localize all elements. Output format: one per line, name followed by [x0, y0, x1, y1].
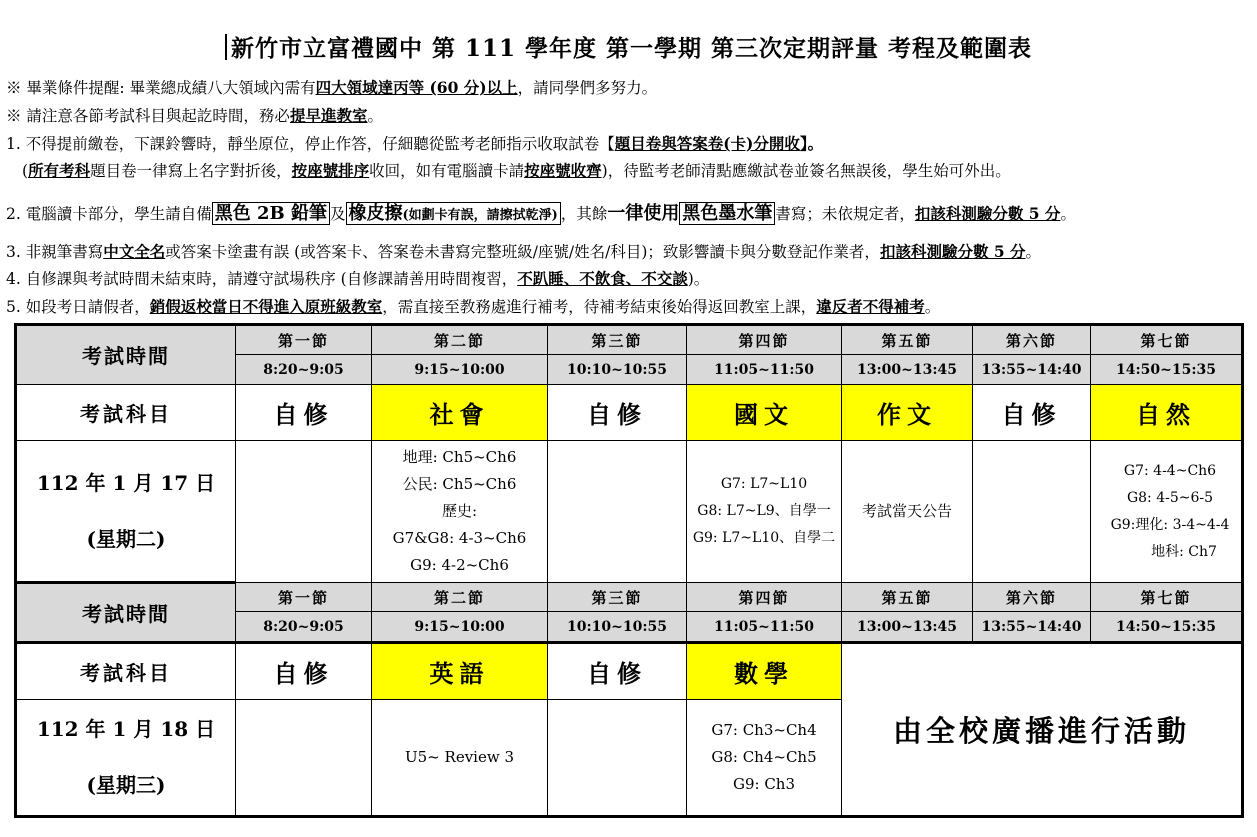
- day1-scope-social: 地理: Ch5~Ch6 公民: Ch5~Ch6 歷史: G7&G8: 4-3~Ch6 G9: 4-2~Ch6: [372, 441, 548, 583]
- day2-scope-english: U5~ Review 3: [372, 699, 548, 817]
- note-graduation: ※ 畢業條件提醒: 畢業總成績八大領域內需有四大領域達丙等 (60 分)以上，請同學們多努力。: [6, 78, 658, 97]
- time-1-b: 8:20~9:05: [236, 612, 372, 642]
- day1-scope-6: [973, 441, 1091, 583]
- title-text: 新竹市立富禮國中 第 111 學年度 第一學期 第三次定期評量 考程及範圍表: [230, 35, 1033, 62]
- note-rule-4: 4. 自修課與考試時間未結束時，請遵守試場秩序 (自修課請善用時間複習，不趴睡、不飲食、不交談)。: [6, 269, 710, 288]
- period-1-b: 第一節: [236, 583, 372, 612]
- day2-scope-1: [236, 699, 372, 817]
- day2-subject-row: [16, 642, 1243, 699]
- note-arrive-early: ※ 請注意各節考試科目與起訖時間，務必提早進教室。: [6, 106, 383, 125]
- time-7-b: 14:50~15:35: [1091, 612, 1243, 642]
- period-5: 第五節: [842, 325, 973, 355]
- period-6: 第六節: [973, 325, 1091, 355]
- subject-label-2: 考試科目: [16, 642, 236, 699]
- day2-date: 112 年 1 月 18 日 (星期三): [16, 699, 236, 817]
- time-5: 13:00~13:45: [842, 355, 973, 384]
- period-2: 第二節: [372, 325, 548, 355]
- day1-scope-row: [16, 441, 1243, 583]
- period-7: 第七節: [1091, 325, 1243, 355]
- time-4-b: 11:05~11:50: [687, 612, 842, 642]
- day2-subject-4: 數學: [687, 642, 842, 699]
- period-2-b: 第二節: [372, 583, 548, 612]
- time-6-b: 13:55~14:40: [973, 612, 1091, 642]
- day2-subject-3: 自修: [548, 642, 687, 699]
- day1-subject-5: 作文: [842, 384, 973, 441]
- day1-subject-3: 自修: [548, 384, 687, 441]
- day2-subject-1: 自修: [236, 642, 372, 699]
- time-7: 14:50~15:35: [1091, 355, 1243, 384]
- period-5-b: 第五節: [842, 583, 973, 612]
- note-rule-1: 1. 不得提前繳卷，下課鈴響時，靜坐原位，停止作答，仔細聽從監考老師指示收取試卷【題目卷與答案卷(卡)分開收】。: [6, 134, 824, 153]
- page-title: [0, 30, 1257, 63]
- time-6: 13:55~14:40: [973, 355, 1091, 384]
- day1-scope-science: G7: 4-4~Ch6 G8: 4-5~6-5 G9:理化: 3-4~4-4 地科: Ch7: [1091, 441, 1243, 583]
- day2-period-row: [16, 583, 1243, 612]
- period-6-b: 第六節: [973, 583, 1091, 612]
- day1-subject-row: [16, 384, 1243, 441]
- period-4: 第四節: [687, 325, 842, 355]
- time-3-b: 10:10~10:55: [548, 612, 687, 642]
- day1-scope-chinese: G7: L7~L10 G8: L7~L9、自學一 G9: L7~L10、自學二: [687, 441, 842, 583]
- text-cursor: [225, 34, 227, 60]
- time-1: 8:20~9:05: [236, 355, 372, 384]
- day2-scope-3: [548, 699, 687, 817]
- day2-scope-math: G7: Ch3~Ch4 G8: Ch4~Ch5 G9: Ch3: [687, 699, 842, 817]
- time-4: 11:05~11:50: [687, 355, 842, 384]
- day1-subject-6: 自修: [973, 384, 1091, 441]
- period-7-b: 第七節: [1091, 583, 1243, 612]
- day1-subject-2: 社會: [372, 384, 548, 441]
- subject-label: 考試科目: [16, 384, 236, 441]
- period-3-b: 第三節: [548, 583, 687, 612]
- note-rule-1-detail: (所有考科題目卷一律寫上名字對折後，按座號排序收回，如有電腦讀卡請按座號收齊)，待監考老師清點應繳試卷並簽名無誤後，學生始可外出。: [22, 161, 1011, 180]
- note-rule-5: 5. 如段考日請假者，銷假返校當日不得進入原班級教室，需直接至教務處進行補考，待補考結束後始得返回教室上課，違反者不得補考。: [6, 297, 941, 316]
- day1-subject-4: 國文: [687, 384, 842, 441]
- time-2: 9:15~10:00: [372, 355, 548, 384]
- day1-subject-7: 自然: [1091, 384, 1243, 441]
- day1-scope-1: [236, 441, 372, 583]
- period-4-b: 第四節: [687, 583, 842, 612]
- day2-subject-2: 英語: [372, 642, 548, 699]
- day1-date: 112 年 1 月 17 日 (星期二): [16, 441, 236, 583]
- note-rule-2: 2. 電腦讀卡部分，學生請自備 黑色 2B 鉛筆 及 橡皮擦(如劃卡有誤，請擦拭乾淨) ，其餘一律使用 黑色墨水筆 書寫；未依規定者，扣該科測驗分數 5 分。: [6, 203, 1076, 224]
- exam-schedule-table: [14, 323, 1244, 818]
- day1-scope-essay: 考試當天公告: [842, 441, 973, 583]
- period-1: 第一節: [236, 325, 372, 355]
- day1-period-row: [16, 325, 1243, 355]
- time-2-b: 9:15~10:00: [372, 612, 548, 642]
- note-rule-3: 3. 非親筆書寫中文全名或答案卡塗畫有誤 (或答案卡、答案卷未書寫完整班級/座號/姓名/科目)；致影響讀卡與分數登記作業者，扣該科測驗分數 5 分。: [6, 242, 1042, 261]
- day1-subject-1: 自修: [236, 384, 372, 441]
- broadcast-event: 由全校廣播進行活動: [842, 642, 1243, 816]
- time-label: 考試時間: [16, 325, 236, 385]
- period-3: 第三節: [548, 325, 687, 355]
- time-5-b: 13:00~13:45: [842, 612, 973, 642]
- day1-scope-3: [548, 441, 687, 583]
- time-3: 10:10~10:55: [548, 355, 687, 384]
- time-label-2: 考試時間: [16, 583, 236, 643]
